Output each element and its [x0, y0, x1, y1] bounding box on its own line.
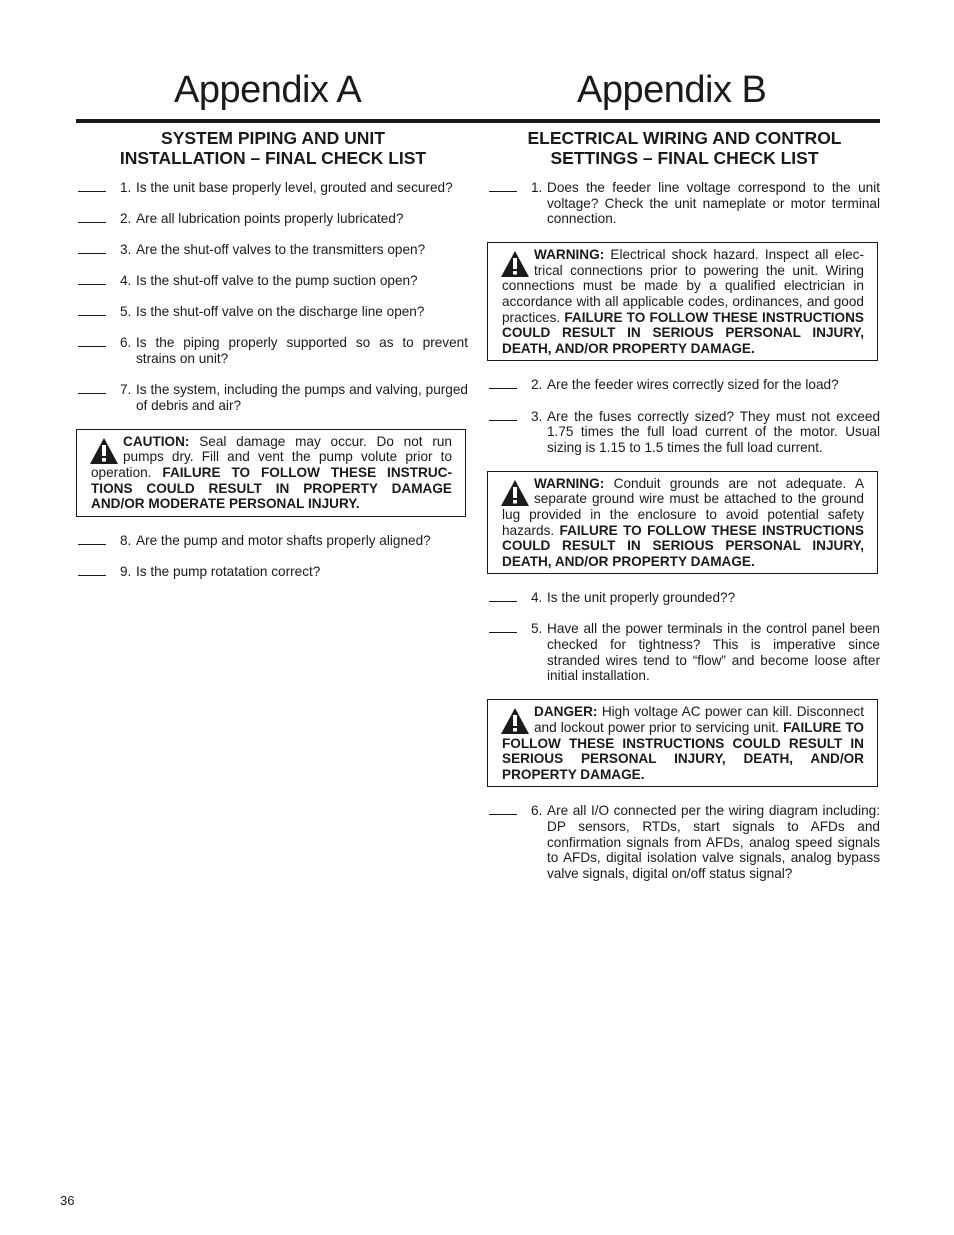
checklist-item: [78, 242, 468, 258]
checkbox-blank[interactable]: [78, 564, 106, 576]
item-text: Is the unit properly grounded??: [547, 590, 736, 606]
checklist-item: [78, 533, 468, 549]
item-number: 2.: [120, 211, 132, 227]
checklist-item: [489, 377, 880, 393]
item-text: Is the unit base properly level, grouted and secured?: [136, 180, 453, 195]
checklist-item: [78, 382, 468, 413]
item-text: Have all the power terminals in the control panel been checked for tightness? This is imperative since stranded wires tend to “flow” and become loose after initial installation.: [547, 621, 880, 684]
caution-text: Seal damage may occur. Do not run pumps dry. Fill and vent the pump volute prior to operation.: [91, 433, 452, 481]
warning-triangle-icon: [500, 479, 530, 507]
warning-text: Conduit grounds are not adequate. A separate ground wire must be attached to the ground lug provided in the enclosure to avoid potential safety hazards.: [502, 475, 865, 538]
checklist-item: [78, 180, 468, 196]
item-text: Is the shut-off valve to the pump suction open?: [136, 273, 418, 289]
item-text: Is the piping properly supported so as to prevent strains on unit?: [136, 335, 468, 367]
item-number: 4.: [120, 273, 132, 289]
checkbox-blank[interactable]: [78, 180, 106, 192]
checkbox-blank[interactable]: [78, 242, 106, 254]
item-text: Is the pump rotatation correct?: [136, 563, 321, 579]
checklist-item: [489, 590, 880, 606]
checkbox-blank[interactable]: [489, 409, 517, 421]
page-number: 36: [60, 1193, 75, 1208]
item-text: Are the pump and motor shafts properly aligned?: [136, 532, 431, 548]
checkbox-blank[interactable]: [489, 590, 517, 602]
checkbox-blank[interactable]: [489, 621, 517, 633]
checklist-item: [489, 180, 880, 227]
item-number: 5.: [531, 621, 543, 637]
item-number: 2.: [531, 377, 543, 393]
appendix-a-heading-line2: INSTALLATION – FINAL CHECK LIST: [119, 148, 427, 168]
checklist-item: [78, 273, 468, 289]
appendix-a-heading: [78, 128, 468, 168]
warning-triangle-icon: [89, 437, 119, 465]
item-number: 1.: [120, 180, 132, 195]
header-rule: [76, 119, 880, 123]
checkbox-blank[interactable]: [489, 180, 517, 192]
appendix-b-heading-line2: SETTINGS – FINAL CHECK LIST: [550, 148, 819, 168]
item-number: 4.: [531, 590, 543, 606]
checklist-item: [489, 803, 880, 881]
danger-label: DANGER:: [534, 704, 598, 720]
appendix-a-heading-line1: SYSTEM PIPING AND UNIT: [161, 128, 385, 148]
warning-box: [487, 242, 878, 361]
checkbox-blank[interactable]: [78, 533, 106, 545]
item-number: 3.: [120, 242, 132, 258]
warning-label: WARNING:: [534, 475, 605, 491]
item-number: 6.: [531, 803, 543, 819]
item-text: Are all lubrication points properly lubricated?: [136, 211, 404, 227]
item-number: 7.: [120, 382, 132, 398]
item-text: Is the shut-off valve on the discharge line open?: [136, 304, 425, 320]
appendix-b-heading-line1: ELECTRICAL WIRING AND CONTROL: [527, 128, 842, 148]
appendix-b-title: Appendix B: [577, 69, 767, 111]
item-number: 5.: [120, 304, 132, 320]
warning-text: Electrical shock hazard. Inspect all electrical connections prior to powering the unit. Wiring connections must be made by a qualified electrician in accordance with all applicable codes, ordinances, and good practices.: [502, 247, 865, 325]
caution-consequence: FAILURE TO FOLLOW THESE INSTRUCTIONS COULD RESULT IN PROPERTY DAMAGE AND/OR MODERATE PERSONAL INJURY.: [91, 465, 452, 512]
item-number: 8.: [120, 532, 132, 548]
checkbox-blank[interactable]: [78, 382, 106, 394]
warning-label: WARNING:: [534, 247, 605, 263]
warning-consequence: FAILURE TO FOLLOW THESE INSTRUCTIONS COULD RESULT IN SERIOUS PERSONAL INJURY, DEATH, AND/OR PROPERTY DAMAGE.: [502, 309, 864, 356]
item-number: 3.: [531, 408, 543, 424]
appendix-a-column: [78, 128, 468, 595]
checkbox-blank[interactable]: [489, 377, 517, 389]
appendix-b-heading: [489, 128, 880, 168]
danger-text: High voltage AC power can kill. Disconnect and lockout power prior to servicing unit.: [534, 704, 864, 735]
checkbox-blank[interactable]: [489, 803, 517, 815]
item-number: 9.: [120, 563, 132, 579]
item-text: Does the feeder line voltage correspond to the unit voltage? Check the unit nameplate or motor terminal connection.: [547, 180, 880, 227]
item-text: Are the shut-off valves to the transmitters open?: [136, 242, 426, 258]
item-text: Are the fuses correctly sized? They must not exceed 1.75 times the full load current of the motor. Usual sizing is 1.15 to 1.5 times the full load current.: [547, 408, 880, 455]
warning-triangle-icon: [500, 707, 530, 735]
caution-label: CAUTION:: [123, 433, 190, 449]
warning-triangle-icon: [500, 250, 530, 278]
item-text: Are the feeder wires correctly sized for the load?: [547, 377, 839, 393]
danger-consequence: FAILURE TO FOLLOW THESE INSTRUCTIONS COULD RESULT IN SERIOUS PERSONAL INJURY, DEATH, AND/OR PROPERTY DAMAGE.: [502, 719, 864, 782]
item-number: 1.: [531, 180, 543, 195]
checklist-item: [489, 409, 880, 456]
checklist-item: [78, 304, 468, 320]
checkbox-blank[interactable]: [78, 335, 106, 347]
item-text: Are all I/O connected per the wiring diagram including: DP sensors, RTDs, start signals to AFDs and confirmation signals from AFDs, analog speed signals to AFDs, digital isolation valve signals, analog bypass valve signals, digital on/off status signal?: [547, 803, 880, 881]
item-text: Is the system, including the pumps and valving, purged of debris and air?: [136, 382, 468, 413]
checklist-item: [78, 335, 468, 366]
item-number: 6.: [120, 335, 132, 351]
checkbox-blank[interactable]: [78, 304, 106, 316]
checkbox-blank[interactable]: [78, 273, 106, 285]
checklist-item: [489, 621, 880, 683]
danger-box: [487, 699, 878, 787]
appendix-a-title: Appendix A: [174, 69, 362, 111]
warning-box: [487, 471, 878, 575]
checklist-item: [78, 211, 468, 227]
checklist-item: [78, 564, 468, 580]
caution-box: [76, 429, 466, 517]
appendix-b-column: [489, 128, 880, 897]
warning-consequence: FAILURE TO FOLLOW THESE INSTRUCTIONS COULD RESULT IN SERIOUS PERSONAL INJURY, DEATH, AND/OR PROPERTY DAMAGE.: [502, 522, 864, 569]
checkbox-blank[interactable]: [78, 211, 106, 223]
